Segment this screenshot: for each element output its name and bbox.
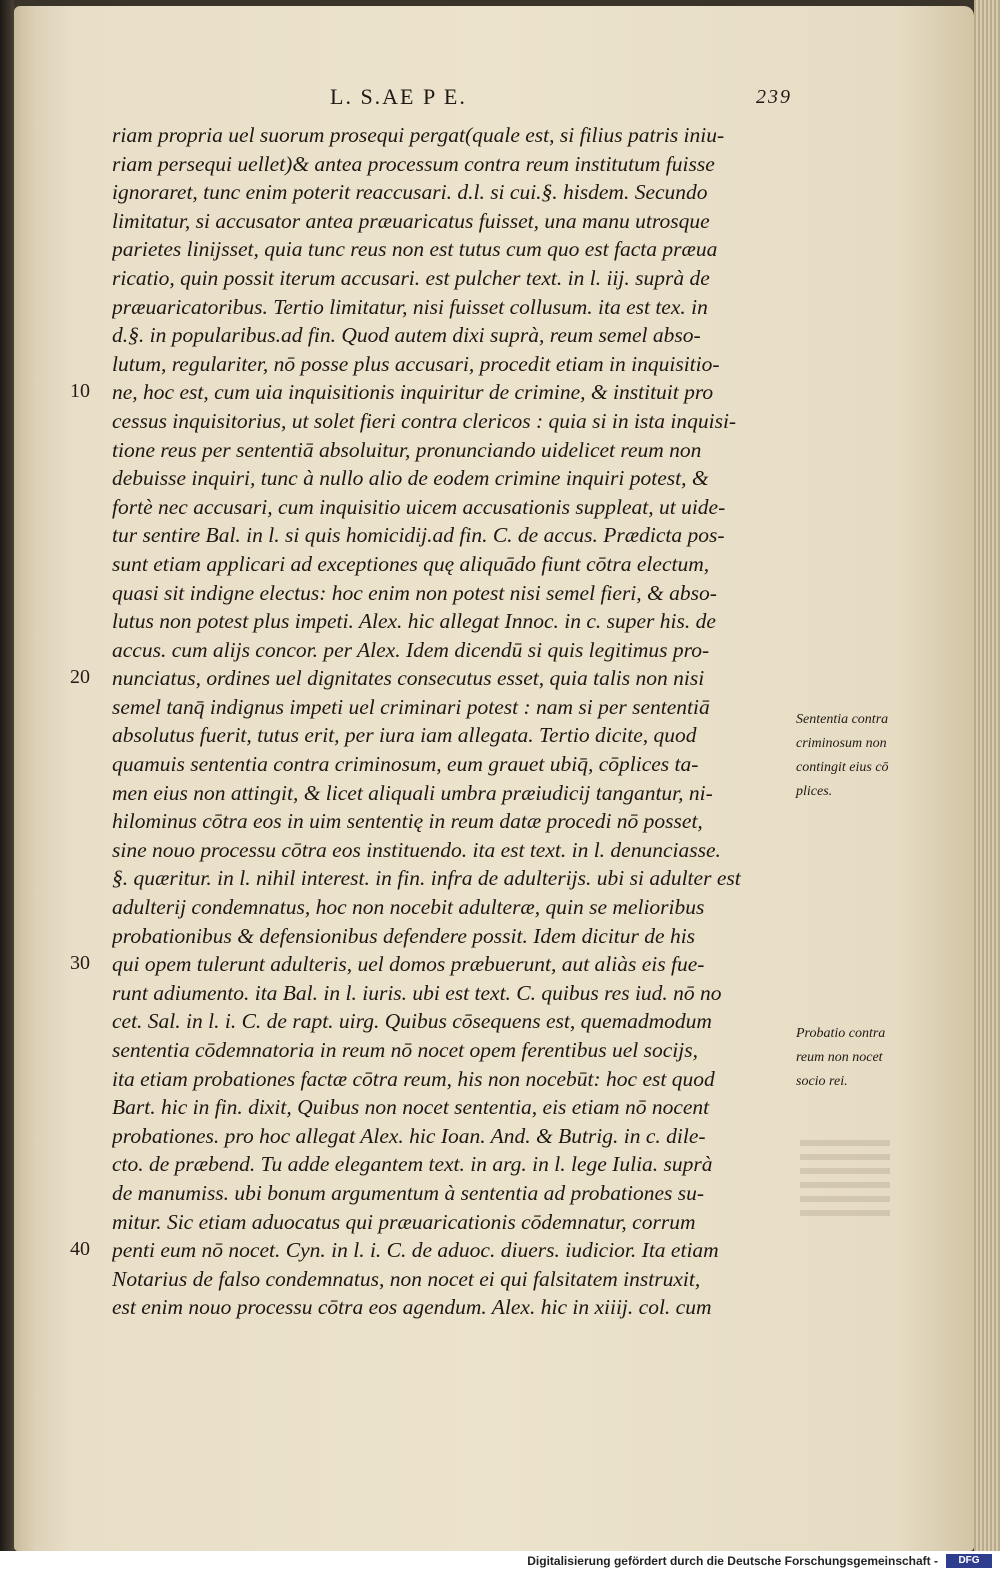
sidenote-line: contingit eius cō: [796, 760, 889, 775]
text-line: ricatio, quin possit iterum accusari. est pulcher text. in l. iij. suprà de: [112, 265, 710, 290]
text-line: sine nouo processu cōtra eos instituendo. ita est text. in l. denunciasse.: [112, 837, 721, 862]
page-edges: [974, 0, 1000, 1571]
text-line: riam propria uel suorum prosequi pergat(quale est, si filius patris iniu-: [112, 123, 725, 147]
sidenote-line: reum non nocet: [796, 1050, 883, 1065]
text-line: ignoraret, tunc enim poterit reaccusari. d.l. si cui.§. hisdem. Secundo: [112, 180, 708, 205]
sidenote-sententia: [796, 708, 916, 804]
text-line: præuaricatoribus. Tertio limitatur, nisi fuisset collusum. ita est tex. in: [112, 294, 708, 319]
text-line: est enim nouo processu cōtra eos agendum. Alex. hic in xiiij. col. cum: [112, 1295, 712, 1320]
facing-page-bleed: [16, 250, 36, 950]
footer-credit: Digitalisierung gefördert durch die Deutsche Forschungsgemeinschaft -: [527, 1554, 938, 1568]
text-line: de manumiss. ubi bonum argumentum à sententia ad probationes su-: [112, 1180, 705, 1205]
faint-show-through: [800, 1140, 890, 1220]
page-number: 239: [756, 86, 792, 108]
book-gutter: [0, 0, 14, 1571]
text-line: limitatur, si accusator antea præuaricatus fuisset, una manu utrosque: [112, 208, 710, 233]
sidenote-line: plices.: [796, 784, 833, 799]
dfg-logo: DFG: [946, 1554, 992, 1568]
running-head: [0, 84, 1000, 114]
text-line: Bart. hic in fin. dixit, Quibus non nocet sententia, eis etiam nō nocent: [112, 1095, 710, 1120]
text-line: d.§. in popularibus.ad fin. Quod autem dixi suprà, reum semel abso-: [112, 323, 701, 348]
text-line: semel tanq̄ indignus impeti uel criminari potest : nam si per sententiā: [112, 694, 710, 719]
line-number: 30: [70, 952, 90, 975]
digitization-footer: [0, 1551, 1000, 1571]
line-number: 10: [70, 380, 90, 403]
line-number: 40: [70, 1238, 90, 1261]
text-line: fortè nec accusari, cum inquisitio uicem accusationis suppleat, ut uide-: [112, 494, 726, 519]
text-line: quamuis sententia contra criminosum, eum grauet ubiq̄, cōplices ta-: [112, 752, 699, 777]
text-line: hilominus cōtra eos in uim sententię in reum datæ procedi nō posset,: [112, 809, 703, 834]
text-line: nunciatus, ordines uel dignitates consecutus esset, quia talis non nisi: [112, 666, 705, 691]
sidenote-line: Sententia contra: [796, 712, 889, 727]
text-line: quasi sit indigne electus: hoc enim non potest nisi semel fieri, & abso-: [112, 580, 717, 605]
main-text-block: [112, 121, 792, 1322]
text-line: probationes. pro hoc allegat Alex. hic Ioan. And. & Butrig. in c. dile-: [112, 1123, 706, 1148]
text-line: runt adiumento. ita Bal. in l. iuris. ubi est text. C. quibus res iud. nō no: [112, 980, 722, 1005]
text-line: penti eum nō nocet. Cyn. in l. i. C. de aduoc. diuers. iudicior. Ita etiam: [112, 1238, 719, 1263]
text-line: probationibus & defensionibus defendere possit. Idem dicitur de his: [112, 923, 696, 948]
text-line: cessus inquisitorius, ut solet fieri contra clericos : quia si in ista inquisi-: [112, 408, 737, 433]
text-line: absolutus fuerit, tutus erit, per iura iam allegata. Tertio dicite, quod: [112, 723, 697, 748]
text-line: riam persequi uellet)& antea processum contra reum institutum fuisse: [112, 151, 715, 176]
text-line: qui opem tulerunt adulteris, uel domos præbuerunt, aut aliàs eis fue-: [112, 952, 705, 977]
text-line: Notarius de falso condemnatus, non nocet ei qui falsitatem instruxit,: [112, 1266, 701, 1291]
text-line: sunt etiam applicari ad exceptiones quę aliquādo fiunt cōtra electum,: [112, 551, 710, 576]
text-line: mitur. Sic etiam aduocatus qui præuaricationis cōdemnatur, corrum: [112, 1209, 696, 1234]
text-line: ne, hoc est, cum uia inquisitionis inquiritur de crimine, & instituit pro: [112, 380, 714, 405]
line-number: 20: [70, 666, 90, 689]
text-line: ita etiam probationes factæ cōtra reum, his non nocebūt: hoc est quod: [112, 1066, 715, 1091]
text-line: cet. Sal. in l. i. C. de rapt. uirg. Quibus cōsequens est, quemadmodum: [112, 1009, 712, 1034]
text-line: tur sentire Bal. in l. si quis homicidij.ad fin. C. de accus. Prædicta pos-: [112, 523, 725, 548]
sidenote-line: socio rei.: [796, 1074, 848, 1089]
text-line: debuisse inquiri, tunc à nullo alio de eodem crimine inquiri potest, &: [112, 466, 709, 491]
sidenote-probatio: [796, 1022, 916, 1094]
text-line: cto. de præbend. Tu adde elegantem text. in arg. in l. lege Iulia. suprà: [112, 1152, 713, 1177]
sidenote-line: criminosum non: [796, 736, 887, 751]
text-line: men eius non attingit, & licet aliquali umbra præiudicij tangantur, ni-: [112, 780, 713, 805]
text-line: lutus non potest plus impeti. Alex. hic allegat Innoc. in c. super his. de: [112, 609, 716, 634]
running-head-title: L. S.AE P E.: [330, 84, 467, 109]
text-line: tione reus per sententiā absoluitur, pronunciando uidelicet reum non: [112, 437, 702, 462]
text-line: adulterij condemnatus, hoc non nocebit adulteræ, quin se melioribus: [112, 895, 705, 920]
text-line: parietes linijsset, quia tunc reus non est tutus cum quo est facta præua: [112, 237, 718, 262]
text-line: lutum, regulariter, nō posse plus accusari, procedit etiam in inquisitio-: [112, 351, 720, 376]
sidenote-line: Probatio contra: [796, 1026, 886, 1041]
text-line: sententia cōdemnatoria in reum nō nocet opem ferentibus uel socijs,: [112, 1038, 698, 1062]
text-line: §. quæritur. in l. nihil interest. in fin. infra de adulterijs. ubi si adulter est: [112, 866, 741, 891]
text-line: accus. cum alijs concor. per Alex. Idem dicendū si quis legitimus pro-: [112, 637, 710, 662]
